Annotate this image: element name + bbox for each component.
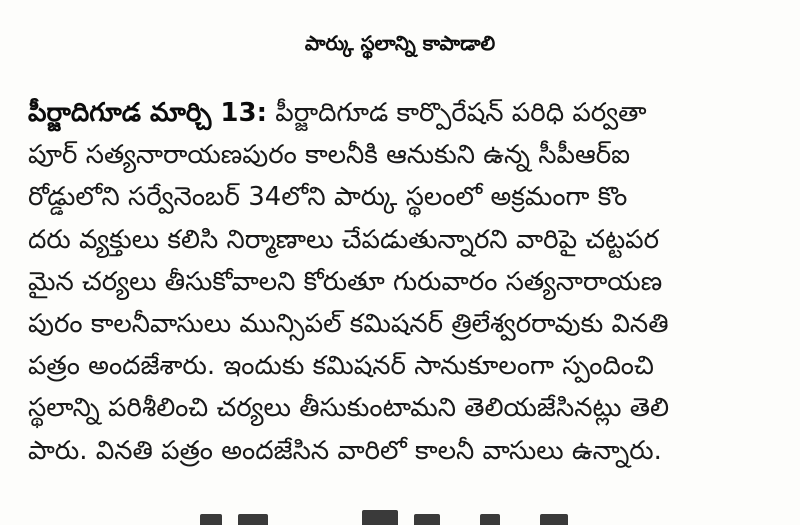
cut-off-glyph bbox=[200, 514, 222, 525]
article-line-8: స్థలాన్ని పరిశీలించి చర్యలు తీసుకుంటామని తెలియజేసినట్లు తెలి bbox=[28, 393, 670, 424]
cut-off-next-headline bbox=[190, 510, 610, 525]
article-line-1 bbox=[28, 92, 778, 134]
article-line-5: మైన చర్యలు తీసుకోవాలని కోరుతూ గురువారం సత్యనారాయణ bbox=[28, 266, 663, 297]
article-line-9: పారు. వినతి పత్రం అందజేసిన వారిలో కాలనీ వాసులు ఉన్నారు. bbox=[28, 435, 662, 466]
cut-off-glyph bbox=[238, 514, 268, 525]
article-line-1-text: పీర్జాదిగూడ కార్పొరేషన్ పరిధి పర్వతా bbox=[266, 98, 647, 128]
dateline: పీర్జాదిగూడ మార్చి 13: bbox=[28, 98, 267, 128]
cut-off-glyph bbox=[540, 514, 568, 525]
article-line-4: దరు వ్యక్తులు కలిసి నిర్మాణాలు చేపడుతున్నారని వారిపై చట్టపర bbox=[28, 224, 660, 255]
article-line-3: రోడ్డులోని సర్వేనెంబర్ 34లోని పార్కు స్థలంలో అక్రమంగా కొం bbox=[28, 182, 628, 213]
cut-off-glyph bbox=[480, 514, 500, 525]
cut-off-glyph bbox=[362, 510, 398, 525]
article-line-6: పురం కాలనీవాసులు మున్సిపల్ కమిషనర్ త్రిలేశ్వరరావుకు వినతి bbox=[28, 309, 669, 340]
headline: పార్కు స్థలాన్ని కాపాడాలి bbox=[304, 31, 496, 55]
cut-off-glyph bbox=[414, 514, 440, 525]
article-line-7: పత్రం అందజేశారు. ఇందుకు కమిషనర్ సానుకూలంగా స్పందించి bbox=[28, 351, 654, 382]
article-body bbox=[28, 92, 778, 472]
article-line-2: పూర్ సత్యనారాయణపురం కాలనీకి ఆనుకుని ఉన్న సీపీఆర్ఐ bbox=[28, 140, 631, 171]
